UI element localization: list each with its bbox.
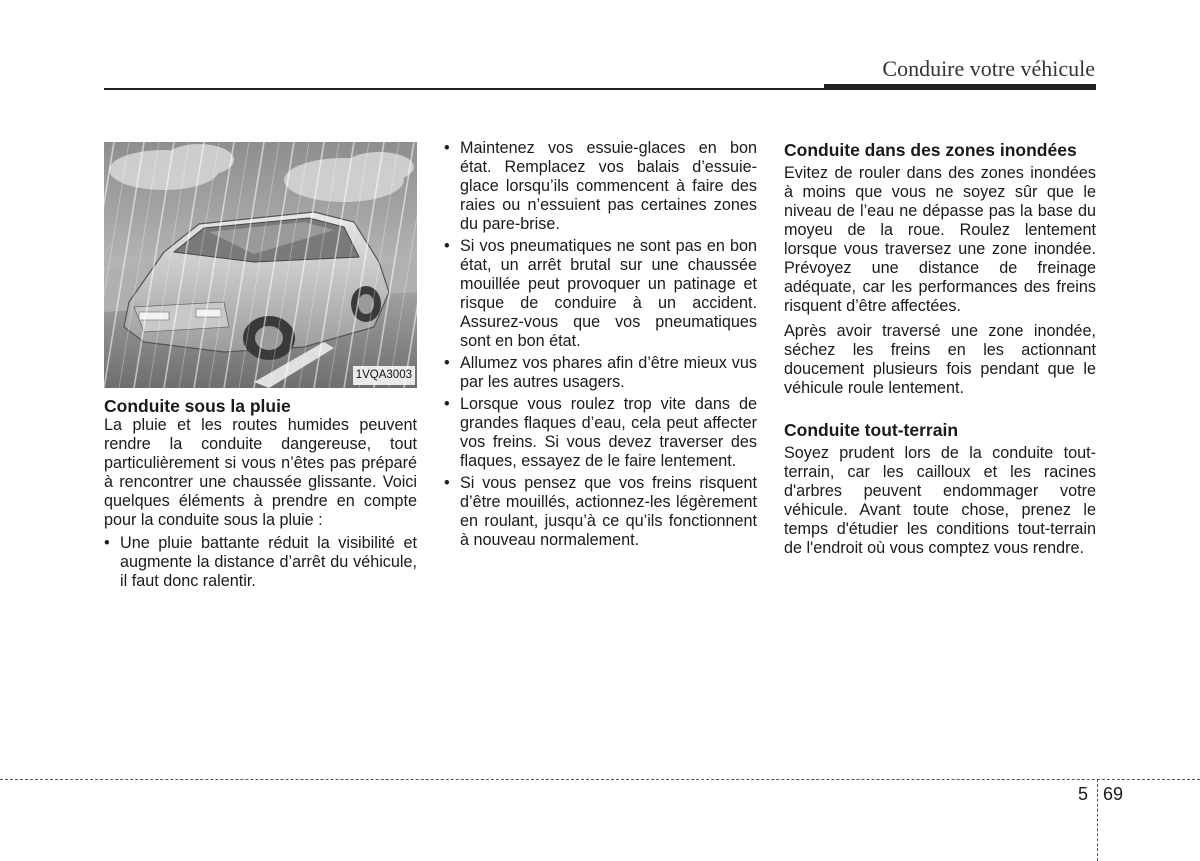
rain-bullets-part2 [444, 139, 757, 550]
page-header-title: Conduire votre véhicule [882, 56, 1095, 81]
list-item: • Lorsque vous roulez trop vite dans de grandes flaques d’eau, cela peut affecter vos freins. Si vous devez traverser des flaques, essayez de le faire lentement. [444, 395, 757, 471]
list-item: • Maintenez vos essuie-glaces en bon état. Remplacez vos balais d’essuie-glace lorsqu’ils commencent à faire des raies ou n’essuient pas certaines zones du pare-brise. [444, 139, 757, 234]
offroad-paragraph: Soyez prudent lors de la conduite tout-terrain, car les cailloux et les racines d'arbres peuvent endommager votre véhicule. Avant toute chose, prenez le temps d'étudier les conditions tout-terrain de l'endroit où vous comptez vous rendre. [784, 444, 1096, 557]
heading-flood: Conduite dans des zones inondées [784, 140, 1077, 160]
footer-divider [0, 779, 1200, 780]
rain-intro: La pluie et les routes humides peuvent rendre la conduite dangereuse, tout particulièrement si vous n’êtes pas préparé à rencontrer une chaussée glissante. Voici quelques éléments à prendre en compte pour la conduite sous la pluie : [104, 416, 417, 529]
list-item: • Si vous pensez que vos freins risquent d’être mouillés, actionnez-les légèrement en roulant, jusqu’à ce qu’ils fonctionnent à nouveau normalement. [444, 474, 757, 550]
list-item: • Une pluie battante réduit la visibilité et augmente la distance d’arrêt du véhicule, il faut donc ralentir. [104, 534, 417, 591]
figure-code: 1VQA3003 [353, 366, 415, 385]
chapter-number: 5 [1078, 784, 1089, 804]
column-middle [444, 139, 757, 550]
rain-car-illustration [104, 142, 417, 388]
flood-paragraph-1: Evitez de rouler dans des zones inondées à moins que vous ne soyez sûr que le niveau de l’eau ne dépasse pas la base du moyeu de la roue. Roulez lentement lorsque vous traversez une zone inondée. Prévoyez une distance de freinage adéquate, car les performances des freins risquent d’être affectées. [784, 164, 1096, 315]
list-item: • Si vos pneumatiques ne sont pas en bon état, un arrêt brutal sur une chaussée mouillée peut provoquer un patinage et risque de conduire à un accident. Assurez-vous que vos pneumatiques sont en bon état. [444, 237, 757, 351]
rain-car-image [104, 142, 417, 388]
flood-paragraph-2: Après avoir traversé une zone inondée, séchez les freins en les actionnant doucement plusieurs fois pendant que le véhicule roule lentement. [784, 322, 1096, 397]
header-rule-accent [824, 84, 1096, 90]
list-item: • Allumez vos phares afin d’être mieux vus par les autres usagers. [444, 354, 757, 392]
heading-rain: Conduite sous la pluie [104, 396, 291, 416]
header-rule [104, 88, 824, 90]
column-left [104, 140, 417, 591]
footer-vertical-divider [1097, 779, 1098, 861]
page-number: 69 [1103, 784, 1124, 804]
rain-bullets-part1 [104, 534, 417, 591]
heading-offroad: Conduite tout-terrain [784, 420, 959, 440]
column-right [784, 140, 1096, 558]
